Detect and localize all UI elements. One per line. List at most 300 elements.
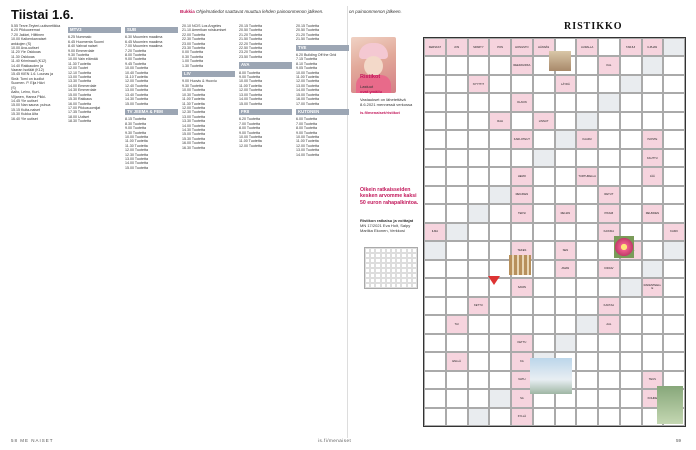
program-entry: 10.30 Tuotetta (182, 92, 205, 97)
program-entry: 20.15 Tuotetta (296, 24, 319, 28)
landscape-picture-clue (530, 358, 572, 394)
answer-cell[interactable] (489, 149, 511, 167)
answer-cell[interactable] (642, 334, 664, 352)
answer-cell[interactable] (446, 149, 468, 167)
answer-cell[interactable] (533, 241, 555, 259)
answer-cell[interactable] (468, 223, 490, 241)
answer-cell[interactable] (620, 75, 642, 93)
answer-cell[interactable] (511, 75, 533, 93)
answer-cell[interactable] (468, 56, 490, 74)
program-entry: 14.30 Emmerdale (68, 88, 97, 93)
program-entry: 11.00 Tuotetta (296, 139, 319, 144)
answer-cell[interactable] (424, 75, 446, 93)
program-entry: 8.00 Tuotetta (296, 126, 317, 131)
program-entry: 13.00 Tuotetta (296, 83, 319, 88)
answer-cell[interactable] (555, 112, 577, 130)
answer-cell[interactable] (511, 315, 533, 333)
program-entry: 8.40 Vahvat naiset (68, 44, 98, 49)
answer-cell[interactable] (468, 186, 490, 204)
answer-cell[interactable] (446, 56, 468, 74)
answer-cell[interactable] (468, 149, 490, 167)
answer-cell[interactable] (424, 315, 446, 333)
program-entry: 9.00 Emmerdale (68, 48, 95, 53)
channel-heading: MTV3 (68, 27, 121, 33)
answer-cell[interactable] (446, 186, 468, 204)
answer-cell[interactable] (663, 93, 685, 111)
answer-cell[interactable] (663, 112, 685, 130)
answer-cell[interactable] (576, 186, 598, 204)
answer-cell[interactable] (663, 149, 685, 167)
program-entry: 6.45 Huomenta Suomi (68, 39, 104, 44)
program-entry: 7.00 Muumien maailma (125, 44, 163, 49)
clue-cell: SA (511, 389, 533, 407)
program-entry: Suomen. P. Eija Hävi (11, 81, 45, 86)
tv-column (296, 24, 349, 434)
program-entry: 13.30 Tuotetta (182, 119, 205, 124)
answer-cell[interactable] (468, 260, 490, 278)
channel-heading: SUB (125, 27, 178, 33)
program-entry: 11.30 Tuotetta (68, 61, 91, 66)
answer-cell[interactable] (424, 334, 446, 352)
intro-b: ovat ymäilu (360, 89, 383, 94)
contest-link[interactable]: is.fi/menaiset/ristikot (360, 110, 400, 115)
answer-cell[interactable] (468, 334, 490, 352)
program-entry: 10.00 Tuotetta (296, 70, 319, 75)
answer-cell[interactable] (468, 408, 490, 426)
program-entry: Aalto, Leino, Kurt- (11, 90, 40, 95)
answer-cell[interactable] (446, 93, 468, 111)
answer-cell[interactable] (424, 204, 446, 222)
answer-cell[interactable] (620, 186, 642, 204)
program-entry: 9.00 Tuotetta (239, 75, 260, 80)
answer-cell[interactable] (576, 204, 598, 222)
answer-cell[interactable] (663, 130, 685, 148)
program-entry: 9.00 Tuotetta (239, 130, 260, 135)
answer-cell[interactable] (598, 130, 620, 148)
answer-cell[interactable] (642, 223, 664, 241)
program-entry: 12.00 Tuotetta (239, 88, 262, 93)
answer-cell[interactable] (533, 408, 555, 426)
program-entry: 22.00 Tuotetta (182, 32, 205, 37)
answer-cell[interactable] (620, 204, 642, 222)
answer-cell[interactable] (642, 56, 664, 74)
answer-cell[interactable] (511, 112, 533, 130)
answer-cell[interactable] (576, 56, 598, 74)
program-entry: 23.20 Tuotetta (239, 50, 262, 55)
answer-cell[interactable] (642, 75, 664, 93)
program-entry: 1.30 Tuotetta (182, 63, 203, 68)
clue-cell: REIJAN (555, 204, 577, 222)
answer-cell[interactable] (424, 112, 446, 130)
program-entry: 12.00 Tuotetta (125, 148, 148, 153)
answer-cell[interactable] (576, 334, 598, 352)
answer-cell[interactable] (468, 315, 490, 333)
answer-cell[interactable] (663, 260, 685, 278)
answer-cell[interactable] (533, 223, 555, 241)
program-entry: 14.00 Tuotetta (125, 161, 148, 166)
program-entry: 15.30 Rakkaus (68, 97, 92, 102)
plant-picture-clue (657, 386, 683, 424)
answer-cell[interactable] (555, 167, 577, 185)
answer-cell[interactable] (533, 204, 555, 222)
answer-cell[interactable] (620, 56, 642, 74)
clue-cell: SPARTY (468, 38, 490, 56)
program-entry: 23.50 Tuotetta (239, 54, 262, 59)
program-entry: 7.15 Tuotetta (296, 57, 317, 62)
answer-cell[interactable] (642, 241, 664, 259)
answer-cell[interactable] (642, 297, 664, 315)
winners-box (360, 218, 420, 233)
answer-cell[interactable] (424, 297, 446, 315)
program-entry: 18.30 Tuotetta (68, 119, 91, 124)
answer-cell[interactable] (642, 186, 664, 204)
answer-cell[interactable] (446, 167, 468, 185)
program-entry: 16.30 Tuotetta (182, 145, 205, 150)
answer-cell[interactable] (533, 149, 555, 167)
answer-cell[interactable] (468, 352, 490, 370)
answer-cell[interactable] (446, 241, 468, 259)
answer-cell[interactable] (489, 204, 511, 222)
answer-cell[interactable] (620, 408, 642, 426)
answer-cell[interactable] (489, 371, 511, 389)
answer-cell[interactable] (555, 93, 577, 111)
answer-cell[interactable] (424, 93, 446, 111)
answer-cell[interactable] (598, 389, 620, 407)
program-entry: 14.30 Tuotetta (182, 127, 205, 132)
answer-cell[interactable] (468, 241, 490, 259)
program-entry: 16.00 Tuotetta (296, 97, 319, 102)
page-title: Tiistai 1.6. (11, 7, 74, 22)
program-entry: 7.00 Tuotetta (239, 121, 260, 126)
arrow-picture-clue (488, 276, 500, 285)
program-entry: 15.45 KIEN 1.6. Lounas ja (11, 72, 53, 77)
program-entry: 22.50 Tuotetta (239, 46, 262, 51)
clue-cell: RETUT (598, 186, 620, 204)
answer-cell[interactable] (468, 130, 490, 148)
program-entry: 15.30 Tuotetta (182, 136, 205, 141)
program-entry: 8.00 Tuotetta (239, 126, 260, 131)
answer-cell[interactable] (468, 278, 490, 296)
answer-cell[interactable] (598, 352, 620, 370)
program-entry: 14.30 Tuotetta (125, 97, 148, 102)
answer-cell[interactable] (663, 352, 685, 370)
program-entry: 23.30 Tuotetta (182, 46, 205, 51)
answer-cell[interactable] (446, 334, 468, 352)
answer-cell[interactable] (598, 75, 620, 93)
answer-cell[interactable] (446, 371, 468, 389)
answer-cell[interactable] (446, 260, 468, 278)
answer-cell[interactable] (533, 315, 555, 333)
program-entry: 18.00 Uutiset (68, 114, 90, 119)
answer-cell[interactable] (663, 334, 685, 352)
ristikot-badge: Ristikot (360, 74, 381, 80)
answer-cell[interactable] (598, 38, 620, 56)
answer-cell[interactable] (663, 241, 685, 259)
program-entry: 15.00 Tuotetta (239, 101, 262, 106)
program-entry: 6.20 Tuotetta (239, 117, 260, 122)
answer-cell[interactable] (446, 297, 468, 315)
program-entry: 7.00 Tuotetta (296, 121, 317, 126)
answer-cell[interactable] (489, 241, 511, 259)
answer-cell[interactable] (576, 149, 598, 167)
answer-cell[interactable] (642, 93, 664, 111)
answer-cell[interactable] (424, 56, 446, 74)
clue-cell: LÄYDÄ (555, 75, 577, 93)
answer-cell[interactable] (598, 371, 620, 389)
answer-cell[interactable] (620, 130, 642, 148)
answer-cell[interactable] (446, 130, 468, 148)
answer-cell[interactable] (424, 241, 446, 259)
program-entry: Viljanen, Hanna Pikki- (11, 94, 47, 99)
program-entry: 13.00 Tuotetta (239, 92, 262, 97)
program-entry: 23.00 Tuotetta (182, 41, 205, 46)
program-entry: 9.05 Tuotetta (296, 66, 317, 71)
answer-cell[interactable] (576, 371, 598, 389)
answer-cell[interactable] (598, 408, 620, 426)
answer-cell[interactable] (555, 297, 577, 315)
answer-cell[interactable] (620, 149, 642, 167)
clue-cell: KAUTTU (642, 149, 664, 167)
answer-cell[interactable] (489, 223, 511, 241)
answer-cell[interactable] (620, 112, 642, 130)
answer-cell[interactable] (511, 297, 533, 315)
program-entry: 12.00 Tuotetta (296, 79, 319, 84)
answer-cell[interactable] (555, 315, 577, 333)
previous-solution-grid (364, 247, 418, 289)
program-entry: 15.00 Tuotetta (68, 92, 91, 97)
answer-cell[interactable] (598, 167, 620, 185)
program-entry: 8.10 Tuotetta (296, 61, 317, 66)
answer-cell[interactable] (446, 112, 468, 130)
answer-cell[interactable] (620, 278, 642, 296)
channel-heading: FRII (239, 109, 292, 115)
program-entry: 15.15 Kulta-naiset (11, 107, 40, 112)
program-entry: 17.00 Tuotetta (296, 101, 319, 106)
answer-cell[interactable] (424, 389, 446, 407)
crossword-heading: RISTIKKO (564, 21, 623, 32)
answer-cell[interactable] (489, 297, 511, 315)
answer-cell[interactable] (576, 260, 598, 278)
program-entry: 14.00 Emmerdale (68, 83, 97, 88)
answer-cell[interactable] (424, 186, 446, 204)
answer-cell[interactable] (468, 371, 490, 389)
clue-cell: KAKKI (663, 223, 685, 241)
answer-cell[interactable] (533, 167, 555, 185)
contest-instructions (360, 84, 420, 118)
answer-cell[interactable] (511, 149, 533, 167)
channel-heading: TV JEEMA & FEM (125, 109, 178, 115)
program-entry: 14.00 Tuotetta (182, 123, 205, 128)
answer-cell[interactable] (663, 75, 685, 93)
answer-cell[interactable] (468, 204, 490, 222)
program-entry: 9.00 Tuotetta (125, 126, 146, 131)
clue-cell: TEKES (511, 241, 533, 259)
program-entry: 9.00 Tuotetta (125, 57, 146, 62)
answer-cell[interactable] (576, 389, 598, 407)
program-entry: (S) (11, 85, 16, 90)
answer-cell[interactable] (620, 371, 642, 389)
answer-cell[interactable] (511, 223, 533, 241)
answer-cell[interactable] (424, 408, 446, 426)
program-entry: 11.10 Tuotetta (125, 75, 148, 80)
answer-cell[interactable] (576, 408, 598, 426)
answer-cell[interactable] (598, 278, 620, 296)
answer-cell[interactable] (663, 297, 685, 315)
answer-cell[interactable] (555, 186, 577, 204)
answer-cell[interactable] (576, 315, 598, 333)
program-entry: 14.00 Tuotetta (239, 97, 262, 102)
answer-cell[interactable] (533, 93, 555, 111)
answer-cell[interactable] (489, 56, 511, 74)
answer-cell[interactable] (533, 130, 555, 148)
answer-cell[interactable] (576, 112, 598, 130)
clue-cell: AMAN (555, 260, 577, 278)
answer-cell[interactable] (489, 93, 511, 111)
answer-cell[interactable] (576, 297, 598, 315)
answer-cell[interactable] (663, 278, 685, 296)
answer-cell[interactable] (576, 223, 598, 241)
program-entry: 12.40 Tuotetta (125, 83, 148, 88)
program-entry: 14.45 Yle uutiset (11, 98, 38, 103)
answer-cell[interactable] (446, 408, 468, 426)
answer-cell[interactable] (620, 167, 642, 185)
answer-cell[interactable] (663, 38, 685, 56)
clue-cell: JOS (446, 38, 468, 56)
answer-cell[interactable] (533, 186, 555, 204)
answer-cell[interactable] (642, 352, 664, 370)
answer-cell[interactable] (468, 389, 490, 407)
tv-column (68, 24, 121, 434)
answer-cell[interactable] (533, 334, 555, 352)
answer-cell[interactable] (642, 315, 664, 333)
prize-text: Oikein ratkaisseiden kesken arvomme kaksi 50 euron rahapalkintoa. (360, 187, 419, 206)
answer-cell[interactable] (424, 352, 446, 370)
program-entry: 13.00 Tuotetta (125, 156, 148, 161)
answer-cell[interactable] (576, 93, 598, 111)
answer-cell[interactable] (663, 167, 685, 185)
winners-title: Ristikon ratkaisu ja voittajat (360, 218, 414, 223)
answer-cell[interactable] (642, 112, 664, 130)
answer-cell[interactable] (598, 334, 620, 352)
answer-cell[interactable] (489, 389, 511, 407)
program-entry: 11.00 Tuotetta (239, 139, 262, 144)
answer-cell[interactable] (489, 186, 511, 204)
answer-cell[interactable] (620, 93, 642, 111)
answer-cell[interactable] (620, 389, 642, 407)
answer-cell[interactable] (663, 56, 685, 74)
program-entry: 12.10 Tuotetta (68, 70, 91, 75)
program-entry: 21.20 Tuotetta (239, 32, 262, 37)
answer-cell[interactable] (424, 278, 446, 296)
clue-cell: SANIN (511, 278, 533, 296)
answer-cell[interactable] (620, 297, 642, 315)
answer-cell[interactable] (555, 278, 577, 296)
clue-cell: TAI (446, 315, 468, 333)
program-entry: 21.10 Amerikan roiskumiset (182, 28, 227, 33)
answer-cell[interactable] (446, 278, 468, 296)
program-entry: 7.20 Tuotetta (125, 48, 146, 53)
answer-cell[interactable] (489, 408, 511, 426)
answer-cell[interactable] (620, 260, 642, 278)
answer-cell[interactable] (598, 93, 620, 111)
answer-cell[interactable] (620, 315, 642, 333)
answer-cell[interactable] (533, 260, 555, 278)
answer-cell[interactable] (576, 278, 598, 296)
answer-cell[interactable] (468, 112, 490, 130)
answer-cell[interactable] (642, 260, 664, 278)
clue-cell: HEMO (511, 167, 533, 185)
clue-cell: TEUS (642, 371, 664, 389)
answer-cell[interactable] (620, 334, 642, 352)
answer-cell[interactable] (424, 260, 446, 278)
clue-cell: PIKARI (598, 204, 620, 222)
answer-cell[interactable] (598, 112, 620, 130)
answer-cell[interactable] (533, 278, 555, 296)
answer-cell[interactable] (533, 75, 555, 93)
answer-cell[interactable] (533, 297, 555, 315)
answer-cell[interactable] (446, 204, 468, 222)
clue-cell: ILMA (424, 223, 446, 241)
answer-cell[interactable] (489, 130, 511, 148)
answer-cell[interactable] (468, 93, 490, 111)
answer-cell[interactable] (446, 223, 468, 241)
answer-cell[interactable] (446, 75, 468, 93)
program-entry: 12.00 Tuotetta (125, 79, 148, 84)
answer-cell[interactable] (424, 149, 446, 167)
answer-cell[interactable] (446, 389, 468, 407)
clue-cell: HÄNNÄS (533, 38, 555, 56)
clue-cell: AAL (598, 315, 620, 333)
program-entry: 15.00 Tuotetta (296, 92, 319, 97)
top-banner (180, 9, 342, 16)
answer-cell[interactable] (663, 204, 685, 222)
program-entry: 12.30 Tuotetta (182, 110, 205, 115)
answer-cell[interactable] (555, 223, 577, 241)
answer-cell[interactable] (576, 241, 598, 259)
answer-cell[interactable] (489, 167, 511, 185)
answer-cell[interactable] (555, 334, 577, 352)
top-banner-right: on painoonmenon jälkeen. (349, 9, 402, 14)
program-entry: 12.00 Tuotetta (296, 143, 319, 148)
program-entry: 8.15 Tuotetta (125, 117, 146, 122)
program-entry: 11.40 Kriminaali (K12) (11, 59, 47, 64)
answer-cell[interactable] (663, 186, 685, 204)
banner-brand: Bukkia (180, 9, 195, 14)
answer-cell[interactable] (555, 130, 577, 148)
answer-cell[interactable] (555, 149, 577, 167)
program-entry: 13.00 Tuotetta (182, 114, 205, 119)
answer-cell[interactable] (424, 371, 446, 389)
answer-cell[interactable] (489, 334, 511, 352)
program-entry: ankkojen (S) (11, 41, 32, 46)
answer-cell[interactable] (576, 352, 598, 370)
answer-cell[interactable] (489, 315, 511, 333)
answer-cell[interactable] (576, 75, 598, 93)
answer-cell[interactable] (620, 352, 642, 370)
answer-cell[interactable] (468, 167, 490, 185)
answer-cell[interactable] (489, 75, 511, 93)
program-entry: 10.00 Kaikenkarvaiset (11, 37, 47, 42)
answer-cell[interactable] (489, 352, 511, 370)
answer-cell[interactable] (555, 408, 577, 426)
program-entry: 13.00 Tuotetta (296, 148, 319, 153)
program-entry: 10.00 Vain elämää (68, 57, 98, 62)
answer-cell[interactable] (424, 167, 446, 185)
answer-cell[interactable] (598, 149, 620, 167)
answer-cell[interactable] (424, 130, 446, 148)
winners-text: MN 17/2021 Eva Holt, Salpy Mariika Ekonen, Verkkosi (360, 223, 411, 233)
answer-cell[interactable] (663, 315, 685, 333)
